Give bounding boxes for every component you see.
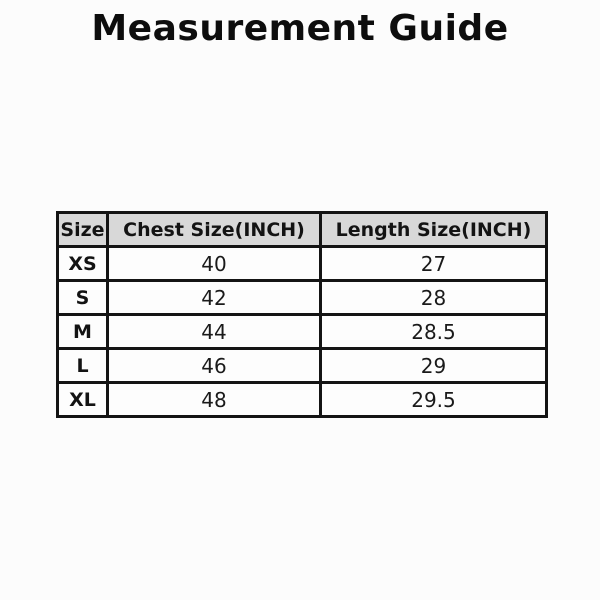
length-value: 29 xyxy=(321,349,547,383)
size-label: XS xyxy=(58,247,108,281)
column-header-chest: Chest Size(INCH) xyxy=(108,213,321,247)
chest-value: 40 xyxy=(108,247,321,281)
size-label: M xyxy=(58,315,108,349)
chest-value: 46 xyxy=(108,349,321,383)
size-label: L xyxy=(58,349,108,383)
table-row xyxy=(58,349,547,383)
size-label: XL xyxy=(58,383,108,417)
measurement-table-container xyxy=(56,211,548,418)
page-title: Measurement Guide xyxy=(91,8,509,49)
column-header-size: Size xyxy=(58,213,108,247)
chest-value: 44 xyxy=(108,315,321,349)
length-value: 29.5 xyxy=(321,383,547,417)
table-row xyxy=(58,281,547,315)
table-row xyxy=(58,383,547,417)
table-body xyxy=(58,247,547,417)
column-header-length: Length Size(INCH) xyxy=(321,213,547,247)
table-row xyxy=(58,247,547,281)
measurement-table xyxy=(56,211,548,418)
table-header-row xyxy=(58,213,547,247)
length-value: 27 xyxy=(321,247,547,281)
size-label: S xyxy=(58,281,108,315)
table-row xyxy=(58,315,547,349)
chest-value: 42 xyxy=(108,281,321,315)
length-value: 28.5 xyxy=(321,315,547,349)
length-value: 28 xyxy=(321,281,547,315)
chest-value: 48 xyxy=(108,383,321,417)
